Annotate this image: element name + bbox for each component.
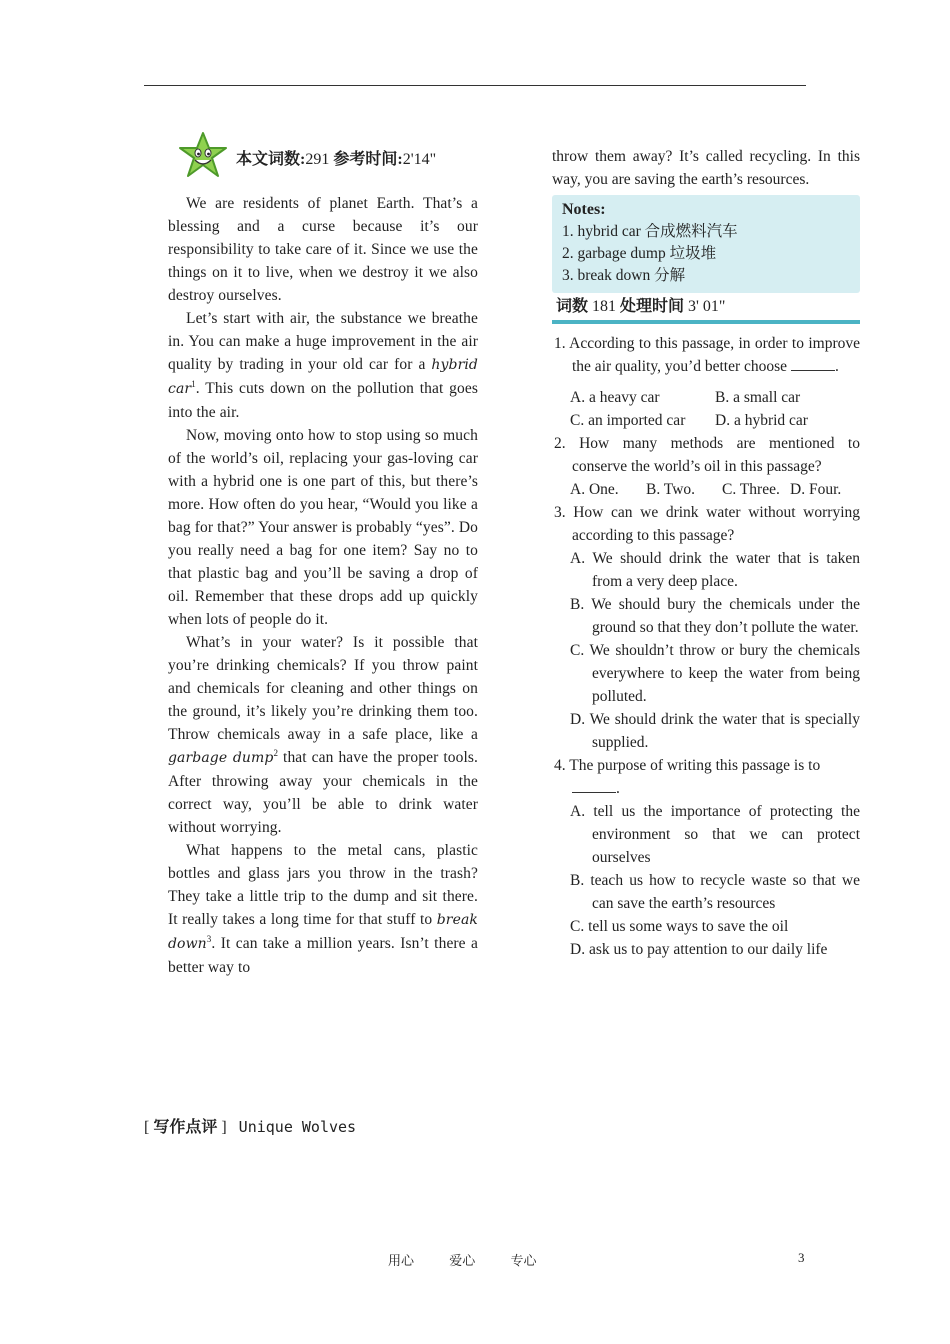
smiling-star-icon — [178, 131, 228, 179]
paragraph-2-text: Let’s start with air, the substance we breathe in. You can make a huge improvement in the air quality by trading in your old car for a — [168, 310, 478, 373]
option: B. Two. — [646, 481, 696, 498]
footnote-ref-2: 2 — [273, 747, 279, 758]
option: A. tell us the importance of protecting the environment so that we can protect ourselves — [570, 803, 860, 866]
answer-blank — [791, 356, 835, 371]
option: B. a small car — [715, 389, 801, 406]
question-1-options-row — [552, 409, 860, 432]
option: D. We should drink the water that is specially supplied. — [570, 711, 860, 751]
writing-title: Unique Wolves — [238, 1118, 357, 1136]
paragraph-5-continued: throw them away? It’s called recycling. In this way, you are saving the earth’s resources. — [552, 148, 860, 188]
writing-review-heading — [144, 1114, 356, 1137]
question-wordcount-label: 词数 — [556, 298, 589, 315]
question-3: 3. How can we drink water without worrying according to this passage? — [554, 504, 860, 544]
option: A. a heavy car — [570, 389, 660, 406]
paragraph-4-text: What’s in your water? Is it possible that you’re drinking chemicals? If you throw paint and chemicals for cleaning and other things on the ground, it’s likely you’re drinking them too. Throw chemicals away in a safe place, like a — [168, 634, 478, 743]
notes-box — [552, 195, 860, 293]
note-item: 2. garbage dump 垃圾堆 — [562, 245, 717, 262]
paragraph-5-text: What happens to the metal cans, plastic bottles and glass jars you throw in the trash? They take a little trip to the dump and sit there. It really takes a long time for that stuff to — [168, 842, 478, 928]
option: C. We shouldn’t throw or bury the chemicals everywhere to keep the water from being polluted. — [570, 642, 860, 705]
note-item: 1. hybrid car 合成燃料汽车 — [562, 223, 738, 240]
footnote-ref-1: 1 — [191, 378, 196, 389]
paragraph-4-text-end: that can have the proper tools. After throwing away your chemicals in the correct way, you’ll be able to drink water without worrying. — [168, 749, 478, 836]
option: D. ask us to pay attention to our daily life — [570, 941, 828, 958]
paragraph-5-text-end: . It can take a million years. Isn’t there a better way to — [168, 935, 478, 976]
answer-blank — [572, 778, 616, 793]
option: A. We should drink the water that is taken from a very deep place. — [570, 550, 860, 590]
wordcount-value: 291 — [305, 151, 330, 168]
option: C. tell us some ways to save the oil — [570, 918, 789, 935]
time-value: 2'14" — [402, 151, 437, 168]
questions — [552, 332, 860, 961]
article-right-column — [552, 145, 860, 961]
question-wordcount-value: 181 — [592, 298, 617, 315]
bracket-close: ] — [221, 1119, 227, 1136]
footer-mottos — [388, 1250, 569, 1269]
option: C. an imported car — [570, 412, 686, 429]
question-time-label: 处理时间 — [620, 298, 685, 315]
option: D. a hybrid car — [715, 412, 808, 429]
bracket-open: [ — [144, 1119, 150, 1136]
paragraph-4 — [168, 631, 478, 839]
question-2-options-row — [552, 478, 860, 501]
option: A. One. — [570, 481, 619, 498]
paragraph-5 — [168, 839, 478, 979]
term-garbage-dump: garbage dump — [168, 750, 274, 766]
wordcount-header — [236, 146, 436, 169]
footer-motto: 专心 — [510, 1253, 537, 1268]
paragraph-3: Now, moving onto how to stop using so much of the world’s oil, replacing your gas-loving car with a hybrid one is one part of this, but there’s more. How often do you hear, “Would you like a bag for that?” Your answer is probably “yes”. Do you really need a bag for one item? Say no to that plastic bag and you’ll be saving a drop of oil. Remember that these drops add up quickly when lots of people do it. — [168, 427, 478, 628]
note-item: 3. break down 分解 — [562, 267, 686, 284]
option: B. teach us how to recycle waste so that we can save the earth’s resources — [570, 872, 860, 912]
writing-review-label: 写作点评 — [153, 1119, 218, 1136]
question-1: 1. According to this passage, in order to improve the air quality, you’d better choose . — [554, 335, 860, 375]
top-rule — [144, 85, 806, 86]
question-1-options-row — [552, 386, 860, 409]
article-left-column — [168, 192, 478, 979]
term-hybrid-car: hybrid car — [168, 357, 478, 397]
question-4-text: 4. The purpose of writing this passage is to — [554, 757, 821, 774]
wordcount-label: 本文词数: — [236, 151, 306, 168]
paragraph-2-text-end: . This cuts down on the pollution that goes into the air. — [168, 380, 478, 421]
paragraph-1: We are residents of planet Earth. That’s a blessing and a curse because it’s our responsibility to take care of it. Since we use the things on it to live, when we destroy it we also destroy ourselves. — [168, 195, 478, 304]
question-2: 2. How many methods are mentioned to conserve the world’s oil in this passage? — [554, 435, 860, 475]
option: C. Three. — [722, 481, 780, 498]
footer-motto: 用心 — [388, 1253, 415, 1268]
term-break-down: break down — [168, 912, 478, 952]
question-time-value: 3' 01" — [688, 298, 726, 315]
question-meta — [552, 295, 860, 319]
notes-title: Notes: — [562, 201, 606, 218]
question-4: 4. The purpose of writing this passage is to . — [554, 757, 821, 797]
paragraph-2 — [168, 307, 478, 424]
time-label: 参考时间: — [333, 151, 403, 168]
footnote-ref-3: 3 — [206, 933, 212, 944]
teal-divider — [552, 320, 860, 324]
footer-motto: 爱心 — [449, 1253, 476, 1268]
page-number: 3 — [798, 1250, 805, 1265]
question-1-text: 1. According to this passage, in order to improve the air quality, you’d better choose — [554, 335, 860, 375]
option: B. We should bury the chemicals under the ground so that they don’t pollute the water. — [570, 596, 860, 636]
option: D. Four. — [790, 481, 842, 498]
